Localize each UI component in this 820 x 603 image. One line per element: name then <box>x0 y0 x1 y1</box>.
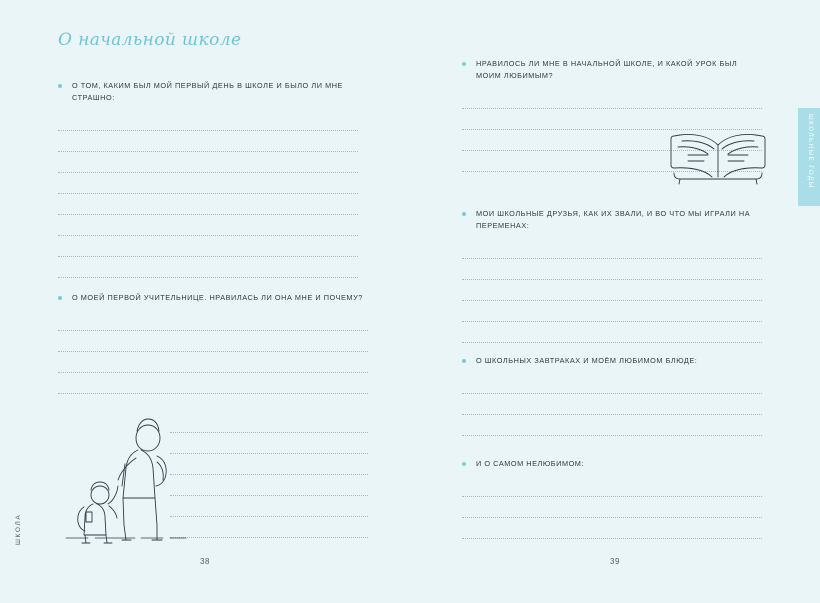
answer-line[interactable] <box>462 88 762 109</box>
bullet-icon <box>58 296 62 300</box>
question-label: О МОЕЙ ПЕРВОЙ УЧИТЕЛЬНИЦЕ. НРАВИЛАСЬ ЛИ ОНА МНЕ И ПОЧЕМУ? <box>72 293 363 302</box>
answer-line[interactable] <box>170 433 368 454</box>
answer-lines[interactable] <box>462 373 762 436</box>
bullet-icon <box>58 84 62 88</box>
open-book-illustration <box>668 125 768 187</box>
question-label: О ТОМ, КАКИМ БЫЛ МОЙ ПЕРВЫЙ ДЕНЬ В ШКОЛЕ И БЫЛО ЛИ МНЕ СТРАШНО: <box>72 81 343 103</box>
question-text <box>462 458 762 470</box>
question-block-favourite-dish <box>462 355 762 436</box>
answer-line[interactable] <box>462 415 762 436</box>
question-text <box>462 58 762 82</box>
page-number-right: 39 <box>610 557 620 566</box>
answer-line[interactable] <box>58 352 368 373</box>
section-tab-school-years <box>798 108 820 206</box>
answer-line[interactable] <box>170 412 368 433</box>
answer-line[interactable] <box>462 373 762 394</box>
question-text <box>58 80 358 104</box>
answer-lines[interactable] <box>462 476 762 539</box>
answer-line[interactable] <box>58 152 358 173</box>
question-text <box>462 208 762 232</box>
question-label: И О САМОМ НЕЛЮБИМОМ: <box>476 459 585 468</box>
answer-line[interactable] <box>58 236 358 257</box>
answer-line[interactable] <box>58 131 358 152</box>
answer-line[interactable] <box>462 497 762 518</box>
answer-line[interactable] <box>462 322 762 343</box>
section-tab-label: ШКОЛЬНЫЕ ГОДЫ <box>807 114 814 189</box>
answer-lines[interactable] <box>462 238 762 343</box>
section-label-school: ШКОЛА <box>15 513 22 545</box>
question-block-least-favourite <box>462 458 762 539</box>
bullet-icon <box>462 359 466 363</box>
answer-line[interactable] <box>462 301 762 322</box>
question-label: МОИ ШКОЛЬНЫЕ ДРУЗЬЯ, КАК ИХ ЗВАЛИ, И ВО ЧТО МЫ ИГРАЛИ НА ПЕРЕМЕНАХ: <box>476 209 751 231</box>
answer-line[interactable] <box>462 394 762 415</box>
answer-line[interactable] <box>170 517 368 538</box>
answer-line[interactable] <box>58 194 358 215</box>
answer-line[interactable] <box>58 110 358 131</box>
answer-line[interactable] <box>462 518 762 539</box>
answer-line[interactable] <box>170 496 368 517</box>
answer-lines-continued[interactable] <box>170 412 368 538</box>
answer-lines[interactable] <box>58 310 368 394</box>
answer-line[interactable] <box>462 476 762 497</box>
answer-line[interactable] <box>462 259 762 280</box>
answer-line[interactable] <box>58 331 368 352</box>
answer-line[interactable] <box>58 373 368 394</box>
question-label: О ШКОЛЬНЫХ ЗАВТРАКАХ И МОЁМ ЛЮБИМОМ БЛЮДЕ: <box>476 356 698 365</box>
bullet-icon <box>462 212 466 216</box>
page-title: О начальной школе <box>58 30 242 50</box>
answer-line[interactable] <box>58 310 368 331</box>
question-block-first-day <box>58 80 358 278</box>
bullet-icon <box>462 62 466 66</box>
question-block-school-friends <box>462 208 762 343</box>
answer-line[interactable] <box>462 238 762 259</box>
answer-line[interactable] <box>462 280 762 301</box>
bullet-icon <box>462 462 466 466</box>
mother-and-child-illustration <box>62 400 192 545</box>
answer-lines[interactable] <box>58 110 358 278</box>
answer-line[interactable] <box>170 475 368 496</box>
question-label: НРАВИЛОСЬ ЛИ МНЕ В НАЧАЛЬНОЙ ШКОЛЕ, И КАКОЙ УРОК БЫЛ МОИМ ЛЮБИМЫМ? <box>476 59 738 81</box>
question-text <box>462 355 762 367</box>
answer-line[interactable] <box>58 173 358 194</box>
answer-line[interactable] <box>58 257 358 278</box>
question-block-first-teacher <box>58 292 368 394</box>
answer-line[interactable] <box>170 454 368 475</box>
answer-line[interactable] <box>58 215 358 236</box>
right-page <box>410 0 820 603</box>
page-number-left: 38 <box>200 557 210 566</box>
question-text <box>58 292 368 304</box>
